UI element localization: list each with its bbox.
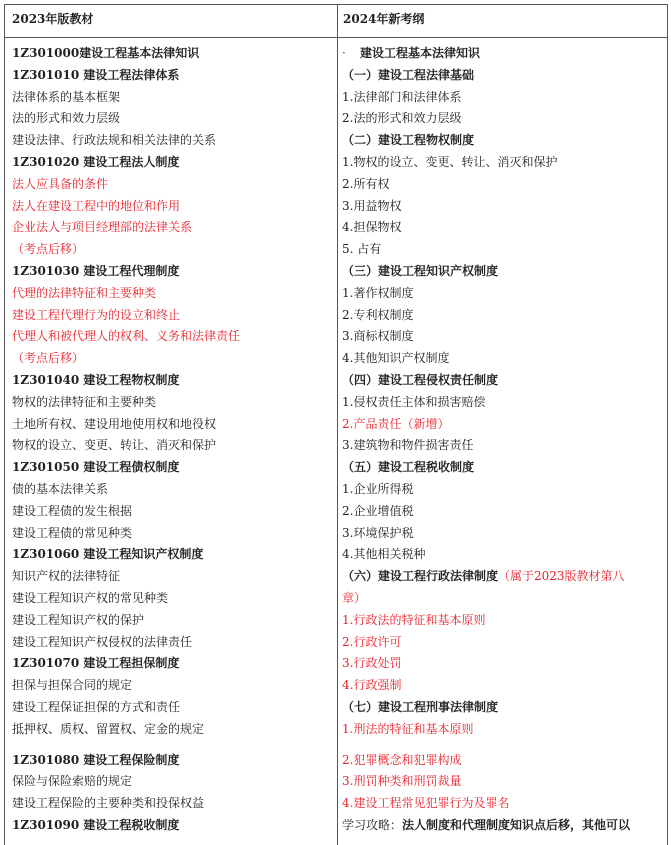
right-column-row <box>342 750 664 772</box>
left-column-row-text: 物权的法律特征和主要种类 <box>12 394 157 409</box>
right-column-row-text: 3.刑罚种类和刑罚裁量 <box>342 774 462 789</box>
right-column-row-text: 3.用益物权 <box>342 198 402 213</box>
left-column-row <box>12 697 334 719</box>
table-left-border <box>4 4 5 845</box>
right-column-row <box>342 523 664 545</box>
left-column-row-text: 建设工程知识产权的保护 <box>12 612 145 627</box>
left-column-row <box>12 479 334 501</box>
left-column-row-text: 1Z301090 建设工程税收制度 <box>12 817 180 832</box>
left-column-row <box>12 392 334 414</box>
right-column-row <box>342 457 664 479</box>
right-column-row-text: 4.担保物权 <box>342 220 402 235</box>
right-column-row-text: 5. 占有 <box>342 242 382 257</box>
right-column-row-emphasis: 法人制度和代理制度知识点后移，其他可以 <box>402 817 631 832</box>
left-column-row-text: 法律体系的基本框架 <box>12 89 121 104</box>
left-column-row-text: 1Z301040 建设工程物权制度 <box>12 372 180 387</box>
left-column-header: 2023年版教材 <box>12 12 94 26</box>
left-column-row-text: 建设工程债的发生根据 <box>12 503 133 518</box>
left-column-row-text: 代理人和被代理人的权利、义务和法律责任 <box>12 329 241 344</box>
right-column-row-text: 4.其他知识产权制度 <box>342 351 450 366</box>
left-column-row-text: 建设工程代理行为的设立和终止 <box>12 307 181 322</box>
left-column-row-text: 1Z301000建设工程基本法律知识 <box>12 46 200 60</box>
right-column-row <box>342 283 664 305</box>
right-column-row <box>342 653 664 675</box>
left-column-row-text: 1Z301080 建设工程保险制度 <box>12 752 180 767</box>
left-column-row <box>12 435 334 457</box>
right-column-row <box>342 392 664 414</box>
left-column-row-text: 担保与担保合同的规定 <box>12 678 133 693</box>
left-column-row <box>12 305 334 327</box>
left-column-row-text: 代理的法律特征和主要种类 <box>12 285 157 300</box>
left-column-row <box>12 815 334 837</box>
left-column-row <box>12 239 334 261</box>
left-column-row-text: 建设工程保证担保的方式和责任 <box>12 699 181 714</box>
left-column-row <box>12 750 334 772</box>
right-column-row-text: （一）建设工程法律基础 <box>342 67 475 82</box>
right-column-row-text: （六）建设工程行政法律制度 <box>342 569 499 584</box>
right-column-row-text: 2.行政许可 <box>342 634 402 649</box>
right-column-row-text: 2.所有权 <box>342 176 390 191</box>
left-column-row <box>12 326 334 348</box>
right-column-row-text: 1.法律部门和法律体系 <box>342 89 462 104</box>
table-top-border <box>4 4 668 5</box>
left-column-row <box>12 523 334 545</box>
right-column-row-text: （四）建设工程侵权责任制度 <box>342 372 499 387</box>
column-divider <box>337 4 338 845</box>
left-column-row-text: 抵押权、质权、留置权、定金的规定 <box>12 721 205 736</box>
right-column-row-text: 2.犯罪概念和犯罪构成 <box>342 752 462 767</box>
right-column-row-text: 2.专利权制度 <box>342 307 414 322</box>
left-column-row <box>12 152 334 174</box>
right-column-row <box>342 217 664 239</box>
left-column-row-text: 1Z301030 建设工程代理制度 <box>12 263 180 278</box>
left-column-row-text: 物权的设立、变更、转让、消灭和保护 <box>12 438 217 453</box>
left-column-row <box>12 675 334 697</box>
left-column-row <box>12 544 334 566</box>
right-column-row <box>342 152 664 174</box>
right-column-row-text: 1.著作权制度 <box>342 285 414 300</box>
right-column-row-text: 3.行政处罚 <box>342 656 402 671</box>
right-column-row <box>342 697 664 719</box>
left-column-row-text: （考点后移） <box>12 242 85 257</box>
left-column-row-text: 1Z301010 建设工程法律体系 <box>12 67 180 82</box>
right-column-row <box>342 196 664 218</box>
right-column-row <box>342 43 664 65</box>
left-column-row-text: 建设工程知识产权的常见种类 <box>12 590 169 605</box>
right-column-row <box>342 719 664 741</box>
right-column-row <box>342 130 664 152</box>
right-column-row-text: 4.其他相关税种 <box>342 547 426 562</box>
right-column-row <box>342 479 664 501</box>
left-column-row-text: 建设工程知识产权侵权的法律责任 <box>12 634 193 649</box>
left-column-row <box>12 566 334 588</box>
left-column-row-text: 1Z301060 建设工程知识产权制度 <box>12 547 204 562</box>
left-column-row <box>12 217 334 239</box>
right-column-row-text: 1.侵权责任主体和损害赔偿 <box>342 394 486 409</box>
left-column-row <box>12 793 334 815</box>
left-column-row <box>12 588 334 610</box>
left-column-row <box>12 87 334 109</box>
left-column-row-text: 保险与保险索赔的规定 <box>12 774 133 789</box>
right-column-row-text: 1.刑法的特征和基本原则 <box>342 721 474 736</box>
left-column-row <box>12 196 334 218</box>
left-column-row-text: 1Z301070 建设工程担保制度 <box>12 656 180 671</box>
right-column-row-text: 1.物权的设立、变更、转让、消灭和保护 <box>342 154 558 169</box>
right-column <box>342 43 664 837</box>
right-column-row-text: 2.法的形式和效力层级 <box>342 111 462 126</box>
left-column-row-text: 企业法人与项目经理部的法律关系 <box>12 220 193 235</box>
right-column-row <box>342 174 664 196</box>
right-column-row-text: （七）建设工程刑事法律制度 <box>342 699 499 714</box>
right-column-row-note: （属于2023版教材第八 <box>498 569 625 584</box>
right-column-row <box>342 588 664 610</box>
bullet-icon: · <box>342 46 346 60</box>
left-column-row <box>12 43 334 65</box>
right-column-row <box>342 261 664 283</box>
left-column-row <box>12 261 334 283</box>
right-column-row <box>342 305 664 327</box>
right-column-row-text: 学习攻略： <box>342 817 403 832</box>
right-column-row <box>342 610 664 632</box>
right-column-row <box>342 771 664 793</box>
left-column-row-text: 法人应具备的条件 <box>12 176 109 191</box>
left-column-row <box>12 174 334 196</box>
left-column-row <box>12 108 334 130</box>
left-column-row <box>12 348 334 370</box>
right-column-row <box>342 566 664 588</box>
right-column-row <box>342 501 664 523</box>
left-column-row <box>12 65 334 87</box>
left-column-row <box>12 501 334 523</box>
left-column-row <box>12 632 334 654</box>
header-divider <box>4 37 668 38</box>
right-column-row <box>342 435 664 457</box>
left-column-row <box>12 414 334 436</box>
left-column-row-text: （考点后移） <box>12 351 85 366</box>
left-column-row-text: 1Z301050 建设工程债权制度 <box>12 460 180 475</box>
right-column-row-text: 1.行政法的特征和基本原则 <box>342 612 486 627</box>
left-column-row-text: 1Z301020 建设工程法人制度 <box>12 154 180 169</box>
right-column-row <box>342 65 664 87</box>
right-column-row-text: 1.企业所得税 <box>342 481 414 496</box>
left-column <box>12 43 334 837</box>
left-column-row-text: 债的基本法律关系 <box>12 481 109 496</box>
table-right-border <box>667 4 668 845</box>
right-column-row <box>342 326 664 348</box>
right-column-row <box>342 370 664 392</box>
left-column-row-text: 建设法律、行政法规和相关法律的关系 <box>12 133 217 148</box>
right-column-row-text: 章） <box>342 590 367 605</box>
right-column-row <box>342 793 664 815</box>
left-column-row-text: 建设工程保险的主要种类和投保权益 <box>12 796 205 811</box>
right-column-row <box>342 675 664 697</box>
left-column-row <box>12 653 334 675</box>
right-column-row <box>342 239 664 261</box>
right-column-row <box>342 108 664 130</box>
right-column-row-text: （三）建设工程知识产权制度 <box>342 263 499 278</box>
right-column-row-text: 3.商标权制度 <box>342 329 414 344</box>
right-column-row-text: 4.建设工程常见犯罪行为及罪名 <box>342 796 510 811</box>
left-column-row <box>12 719 334 741</box>
right-column-row <box>342 544 664 566</box>
right-column-row-text: 3.环境保护税 <box>342 525 414 540</box>
right-column-row <box>342 414 664 436</box>
left-column-row <box>12 610 334 632</box>
right-column-row-text: 2.产品责任（新增） <box>342 416 450 431</box>
left-column-row <box>12 130 334 152</box>
right-column-header: 2024年新考纲 <box>343 12 425 26</box>
right-column-row-text: 3.建筑物和物件损害责任 <box>342 438 474 453</box>
left-column-row <box>12 771 334 793</box>
left-column-row <box>12 283 334 305</box>
right-column-row <box>342 87 664 109</box>
left-column-row-text: 知识产权的法律特征 <box>12 569 121 584</box>
left-column-row-text: 法的形式和效力层级 <box>12 111 121 126</box>
right-column-row <box>342 348 664 370</box>
right-column-row-text: （五）建设工程税收制度 <box>342 460 475 475</box>
right-column-row <box>342 632 664 654</box>
right-column-row-text: 4.行政强制 <box>342 678 402 693</box>
left-column-row-text: 土地所有权、建设用地使用权和地役权 <box>12 416 217 431</box>
right-column-row <box>342 815 664 837</box>
right-column-row-text: 建设工程基本法律知识 <box>360 46 481 60</box>
left-column-row <box>12 457 334 479</box>
right-column-row-text: （二）建设工程物权制度 <box>342 133 475 148</box>
left-column-row <box>12 370 334 392</box>
left-column-row-text: 法人在建设工程中的地位和作用 <box>12 198 181 213</box>
left-column-row-text: 建设工程债的常见种类 <box>12 525 133 540</box>
right-column-row-text: 2.企业增值税 <box>342 503 414 518</box>
